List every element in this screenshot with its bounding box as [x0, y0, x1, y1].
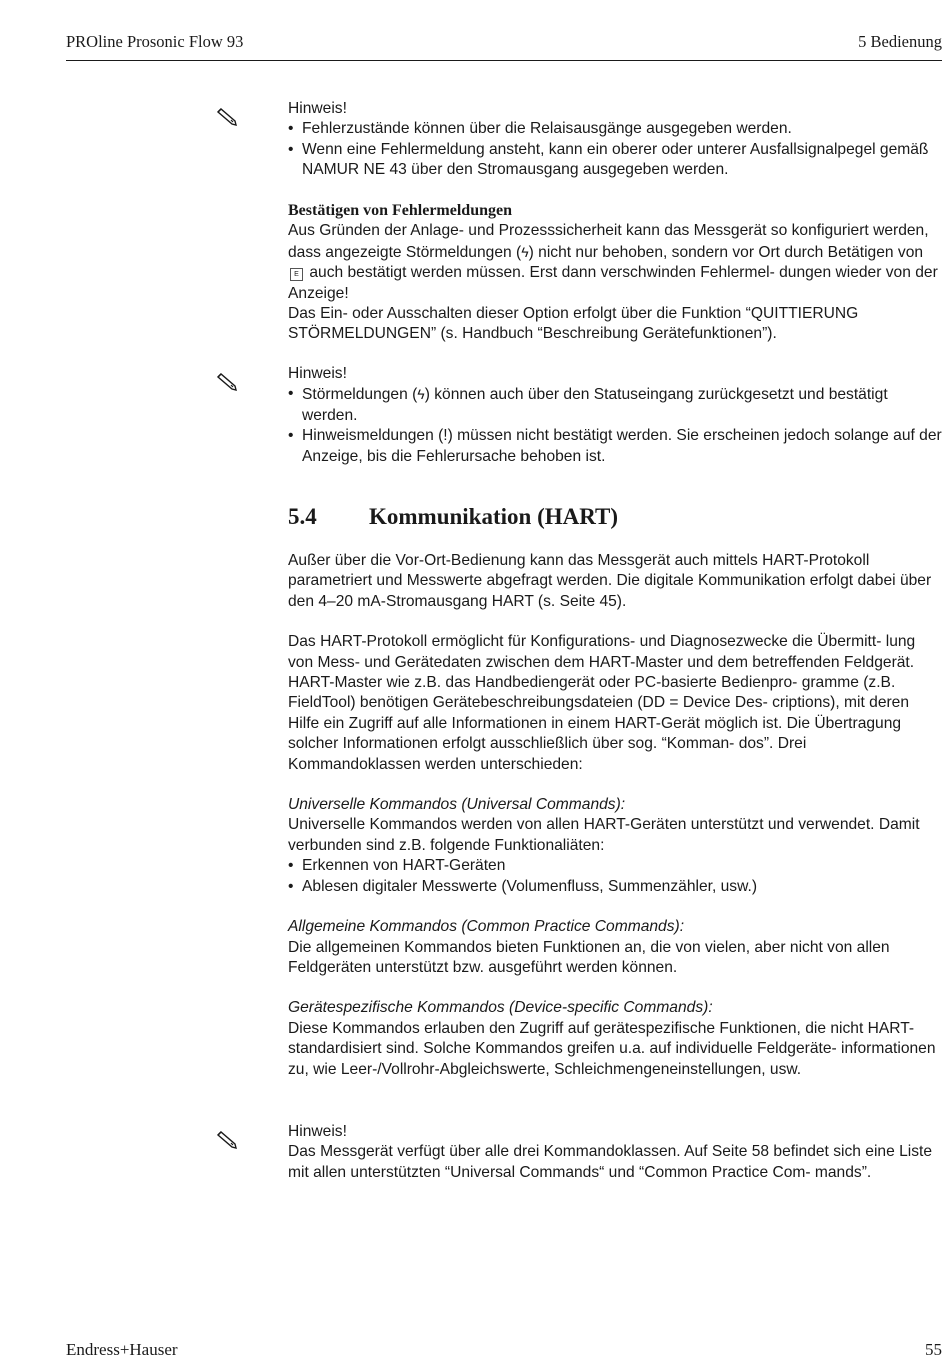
list-item: • Störmeldungen (ϟ) können auch über den Statuseingang zurückgesetzt und bestätigt werden.	[288, 384, 942, 426]
paragraph: Universelle Kommandos werden von allen HART-Geräten unterstützt und verwendet. Damit verbunden sind z.B. folgende Funktionaliäten:	[288, 816, 920, 854]
note-title: Hinweis!	[288, 365, 347, 382]
header-document-title: PROline Prosonic Flow 93	[66, 32, 244, 51]
header-chapter: 5 Bedienung	[858, 32, 942, 51]
note-bullet-list	[288, 384, 942, 467]
bullet-list	[288, 856, 942, 897]
paragraph: Außer über die Vor-Ort-Bedienung kann das Messgerät auch mittels HART-Protokoll parametriert und Messwerte abgefragt werden. Die digitale Kommunikation erfolgt dabei über den 4–20 mA-Stromausgang HART (s. Seite 45).	[288, 552, 932, 610]
fault-symbol-icon: ϟ	[521, 243, 529, 260]
section-heading-text: Kommunikation (HART)	[369, 504, 619, 529]
note-bullet-list	[288, 119, 942, 180]
note-title: Hinweis!	[288, 100, 347, 117]
paragraph: Das HART-Protokoll ermöglicht für Konfigurations- und Diagnosezwecke die Übermitt- lung von Mess- und Gerätedaten zwischen dem HART-Master und dem betreffenden Feldgerät. HART-Master wie z.B. das Handbediengerät oder PC-basierte Bedienpro- gramme (z.B. FieldTool) benötigen Gerätebeschreibungsdateien (DD = Device Des- criptions), mit deren Hilfe ein Zugriff auf alle Informationen in einem HART-Gerät möglich ist. Die Übertragung solcher Informationen erfolgt ausschließlich über sog. “Komman- dos”. Drei Kommandoklassen werden unterschieden:	[288, 633, 916, 773]
list-item: • Hinweismeldungen (!) müssen nicht bestätigt werden. Sie erscheinen jedoch solange auf der Anzeige, bis die Fehlerursache behoben ist.	[288, 426, 942, 467]
paragraph: Das Ein- oder Ausschalten dieser Option erfolgt über die Funktion “QUITTIERUNG STÖRMELDUNGEN” (s. Handbuch “Beschreibung Gerätefunktionen”).	[288, 305, 859, 343]
enter-key-icon: E	[290, 268, 303, 281]
page-number: 55	[925, 1340, 942, 1359]
note-block-3	[288, 1122, 942, 1183]
command-class-heading: Universelle Kommandos (Universal Commands):	[288, 796, 626, 814]
pencil-note-icon	[214, 104, 240, 128]
command-class-heading: Allgemeine Kommandos (Common Practice Commands):	[288, 918, 685, 936]
list-item: • Ablesen digitaler Messwerte (Volumenfluss, Summenzähler, usw.)	[288, 877, 942, 897]
command-class-heading: Gerätespezifische Kommandos (Device-specific Commands):	[288, 999, 713, 1017]
section-title	[288, 504, 618, 530]
page-header	[66, 30, 942, 61]
note-block-1	[288, 99, 942, 181]
section-number: 5.4	[288, 504, 317, 529]
subsection-heading: Bestätigen von Fehlermeldungen	[288, 202, 512, 219]
list-item: • Fehlerzustände können über die Relaisausgänge ausgegeben werden.	[288, 119, 942, 139]
page-footer	[66, 1340, 942, 1364]
paragraph: Das Messgerät verfügt über alle drei Kommandoklassen. Auf Seite 58 befindet sich eine Liste mit allen unterstützten “Universal Commands“ und “Common Practice Com- mands”.	[288, 1143, 933, 1181]
paragraph: Diese Kommandos erlauben den Zugriff auf gerätespezifische Funktionen, die nicht HART-standardisiert sind. Solche Kommandos greifen u.a. auf individuelle Feldgeräte- informationen zu, wie Leer-/Vollrohr-Abgleichswerte, Schleichmengeneinstellungen, usw.	[288, 1019, 936, 1078]
confirm-errors-block	[288, 201, 942, 345]
note-title: Hinweis!	[288, 1123, 347, 1140]
paragraph: Die allgemeinen Kommandos bieten Funktionen an, die von vielen, aber nicht von allen Feldgeräten unterstützt bzw. ausgeführt werden können.	[288, 938, 890, 976]
paragraph: Aus Gründen der Anlage- und Prozesssicherheit kann das Messgerät so konfiguriert werden, dass angezeigte Störmeldungen (ϟ) nicht nur behoben, sondern vor Ort durch Betätigen von E auch bestätigt werden müssen. Erst dann verschwinden Fehlermel- dungen wieder von der Anzeige!	[288, 222, 938, 302]
list-item: • Wenn eine Fehlermeldung ansteht, kann ein oberer oder unterer Ausfallsignalpegel gemäß NAMUR NE 43 über den Stromausgang ausgegeben werden.	[288, 140, 942, 181]
footer-company: Endress+Hauser	[66, 1340, 178, 1359]
note-block-2	[288, 364, 942, 467]
section-body	[288, 551, 942, 1080]
list-item: • Erkennen von HART-Geräten	[288, 856, 942, 876]
fault-symbol-icon: ϟ	[417, 386, 425, 403]
pencil-note-icon	[214, 1127, 240, 1151]
pencil-note-icon	[214, 369, 240, 393]
